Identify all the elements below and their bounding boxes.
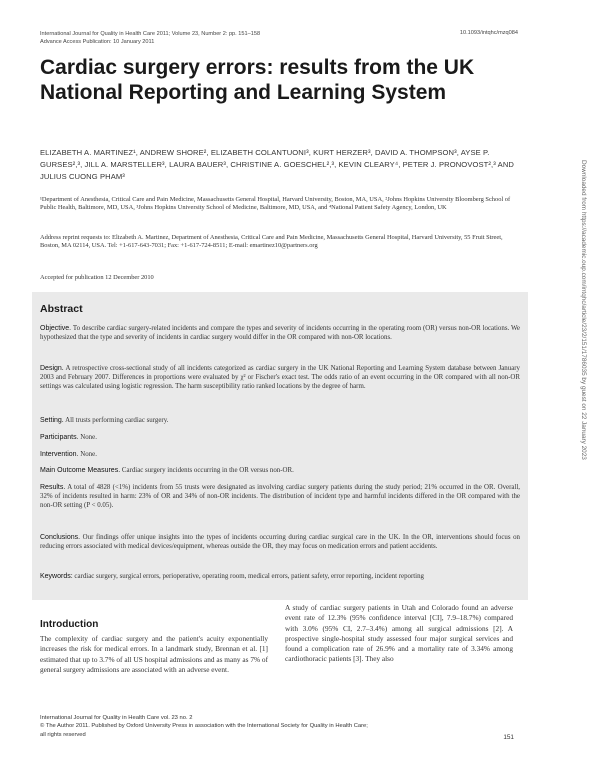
conclusions-text: Our findings offer unique insights into the types of incidents occurring during cardiac surgical care in the UK. In the OR, interventions should focus on reducing errors associated with medical devices/equipment, whereas outside the OR, they may focus on medication errors and patient accidents.	[40, 534, 520, 551]
keywords-text: cardiac surgery, surgical errors, perioperative, operating room, medical errors, patient safety, error reporting, incident reporting	[74, 573, 424, 580]
abstract-heading: Abstract	[40, 303, 83, 315]
running-header	[40, 30, 260, 46]
results-text: A total of 4828 (<1%) incidents from 55 trusts were designated as involving cardiac surgery patients during the study period; 21% occurred in the OR. Overall, 32% of incidents resulted in harm: 23% of OR and 34% of non-OR incidents. The distribution of incident type and harmful incidents differed in the OR compared with the non-OR setting (P < 0.05).	[40, 484, 520, 510]
advance-access-line: Advance Access Publication: 10 January 2011	[40, 39, 155, 45]
article-title: Cardiac surgery errors: results from the UK National Reporting and Learning System	[40, 56, 475, 104]
conclusions-label: Conclusions.	[40, 534, 81, 541]
intervention-text: None.	[80, 451, 97, 458]
participants-text: None.	[80, 434, 97, 441]
keywords-label: Keywords:	[40, 573, 73, 580]
intro-left-column: The complexity of cardiac surgery and the patient's acuity exponentially increases the risk for medical errors. In a landmark study, Brennan et al. [1] estimated that up to 3.7% of all US hospital admissions and as many as 7% of general surgery admissions are associated with an adverse event.	[40, 634, 268, 674]
author-list: ELIZABETH A. MARTINEZ¹, ANDREW SHORE², ELIZABETH COLANTUONI³, KURT HERZER³, DAVID A. THOMPSON³, AYSE P. GURSES²,³, JILL A. MARSTELLER³, LAURA BAUER³, CHRISTINE A. GOESCHEL²,³, KEVIN CLEARY⁴, PETER J. PRONOVOST²,³ AND JULIUS CUONG PHAM³	[40, 148, 514, 181]
correspondence-address: Address reprint requests to: Elizabeth A. Martinez, Department of Anesthesia, Critical Care and Pain Medicine, Massachusetts General Hospital, Harvard University, 55 Fruit Street, Boston, MA 02114, USA. Tel: +1-617-643-7031; Fax: +1-617-724-8511; E-mail: emartinez10@partners.org	[40, 234, 503, 250]
abstract-design	[40, 364, 520, 391]
abstract-participants	[40, 433, 520, 442]
abstract-setting	[40, 416, 520, 425]
page-number: 151	[503, 734, 514, 741]
footer-journal: International Journal for Quality in Health Care vol. 23 no. 2	[40, 715, 193, 721]
setting-label: Setting.	[40, 417, 64, 424]
abstract-results	[40, 483, 520, 510]
intervention-label: Intervention.	[40, 451, 79, 458]
intro-right-column: A study of cardiac surgery patients in Utah and Colorado found an adverse event rate of 12.3% (95% confidence interval [CI], 7.9–18.7%) compared with 3.0% (95% CI, 2.7–3.4%) among all surgical admissions [2]. A prospective single-hospital study assessed four major surgical services and found a complication rate of 26.9% and a mortality rate of 3.34% among cardiothoracic patients [3]. They also	[285, 603, 513, 664]
doi[interactable]: 10.1093/intqhc/mzq084	[459, 30, 518, 36]
download-note[interactable]: Downloaded from https://academic.oup.com/intqhc/article/23/2/151/1786035 by guest on 22 January 2023	[580, 160, 587, 460]
accepted-date: Accepted for publication 12 December 2010	[40, 274, 154, 281]
participants-label: Participants.	[40, 434, 79, 441]
journal-citation: International Journal for Quality in Health Care 2011; Volume 23, Number 2: pp. 151–158	[40, 31, 261, 37]
design-text: A retrospective cross-sectional study of all incidents categorized as cardiac surgery in the UK National Reporting and Learning System database between January 2003 and February 2007. Differences in proportions were evaluated by χ² or Fischer's exact test. The odds ratio of an event occurring in the OR compared with all non-OR settings was calculated using logistic regression. The harm susceptibility ratio ranked locations by the degree of harm.	[40, 365, 520, 391]
footer-copyright: © The Author 2011. Published by Oxford University Press in association with the International Society for Quality in Health Care;	[40, 723, 368, 730]
design-label: Design.	[40, 365, 64, 372]
affiliations: ¹Department of Anesthesia, Critical Care and Pain Medicine, Massachusetts General Hospital, Harvard University, Boston, MA, USA, ²Johns Hopkins University Bloomberg School of Public Health, Baltimore, MD, USA, ³Johns Hopkins University School of Medicine, Baltimore, MD, USA, and ⁴National Patient Safety Agency, London, UK	[40, 196, 511, 212]
footer-rights: all rights reserved	[40, 731, 86, 738]
introduction-heading: Introduction	[40, 619, 99, 630]
results-label: Results.	[40, 484, 66, 491]
abstract-objective	[40, 324, 520, 342]
download-watermark	[578, 160, 588, 580]
outcome-text: Cardiac surgery incidents occurring in the OR versus non-OR.	[121, 467, 294, 474]
abstract-keywords	[40, 572, 520, 581]
setting-text: All trusts performing cardiac surgery.	[65, 417, 169, 424]
abstract-outcome	[40, 466, 520, 475]
objective-label: Objective.	[40, 325, 72, 332]
objective-text: To describe cardiac surgery-related incidents and compare the types and severity of incidents occurring in the operating room (OR) versus non-OR locations. We hypothesized that the type and severity of incidents in cardiac surgery would differ in the OR compared with non-OR locations.	[40, 325, 520, 342]
page-footer	[40, 714, 520, 739]
abstract-intervention	[40, 450, 520, 459]
outcome-label: Main Outcome Measures.	[40, 467, 121, 474]
abstract-conclusions	[40, 533, 520, 551]
